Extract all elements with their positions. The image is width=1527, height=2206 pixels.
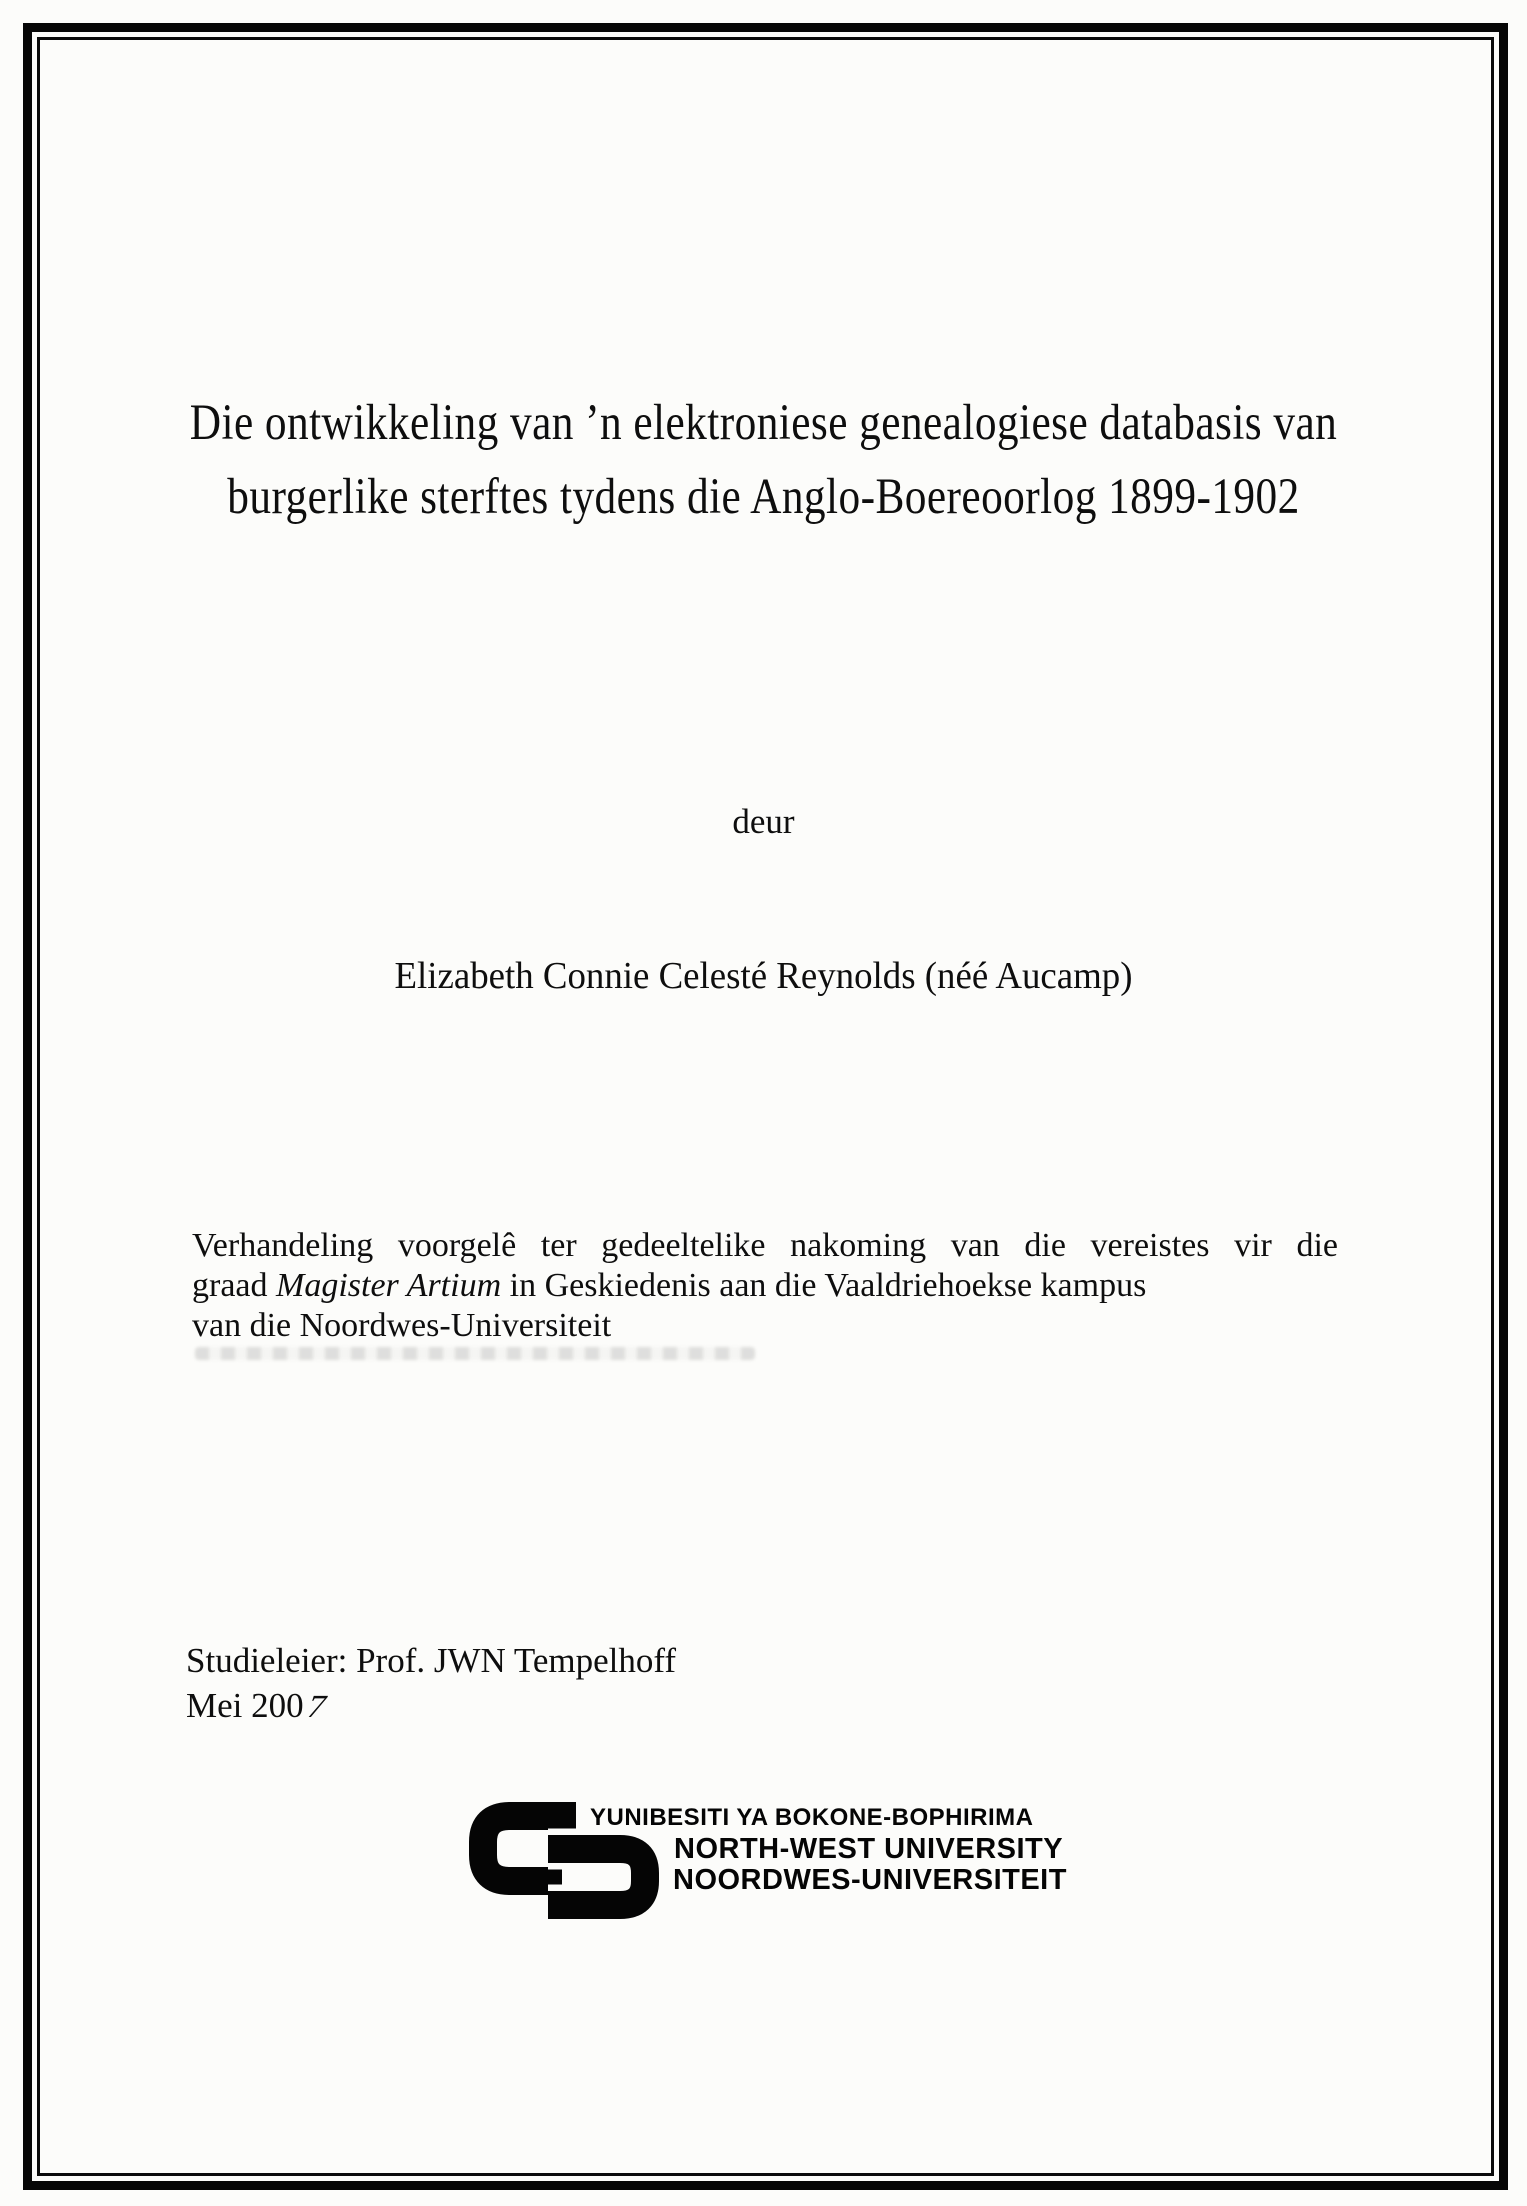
degree-statement-line-3: van die Noordwes-Universiteit	[192, 1307, 612, 1344]
supervisor-block	[186, 1638, 676, 1728]
thesis-title-line-2: burgerlike sterftes tydens die Anglo-Boereoorlog 1899-1902	[227, 469, 1300, 525]
date-prefix: Mei 200	[186, 1686, 304, 1725]
supervisor-line: Studieleier: Prof. JWN Tempelhoff	[186, 1641, 677, 1680]
thesis-title-line-1: Die ontwikkeling van ’n elektroniese genealogiese databasis van	[189, 395, 1338, 451]
author-name: Elizabeth Connie Celesté Reynolds (néé Aucamp)	[394, 955, 1133, 997]
degree-statement	[192, 1226, 1338, 1346]
degree-statement-line-2-post: in Geskiedenis aan die Vaaldriehoekse kampus	[501, 1267, 1147, 1304]
university-name-english: NORTH-WEST UNIVERSITY	[674, 1833, 1064, 1865]
byline-deur: deur	[732, 802, 795, 841]
university-name-setswana: YUNIBESITI YA BOKONE-BOPHIRIMA	[590, 1804, 1034, 1831]
degree-statement-line-2	[192, 1266, 1338, 1306]
degree-statement-line-2-pre: graad	[192, 1267, 277, 1304]
university-name-afrikaans: NOORDWES-UNIVERSITEIT	[673, 1864, 1067, 1896]
date-last-digit: 7	[301, 1688, 332, 1725]
university-logo-block	[468, 1800, 1168, 1935]
date-line	[186, 1683, 676, 1728]
degree-statement-degree-name: Magister Artium	[276, 1267, 502, 1304]
degree-statement-line-1: Verhandeling voorgelê ter gedeeltelike nakoming van die vereistes vir die	[192, 1227, 1338, 1264]
scan-bleed-artifact	[195, 1347, 755, 1360]
